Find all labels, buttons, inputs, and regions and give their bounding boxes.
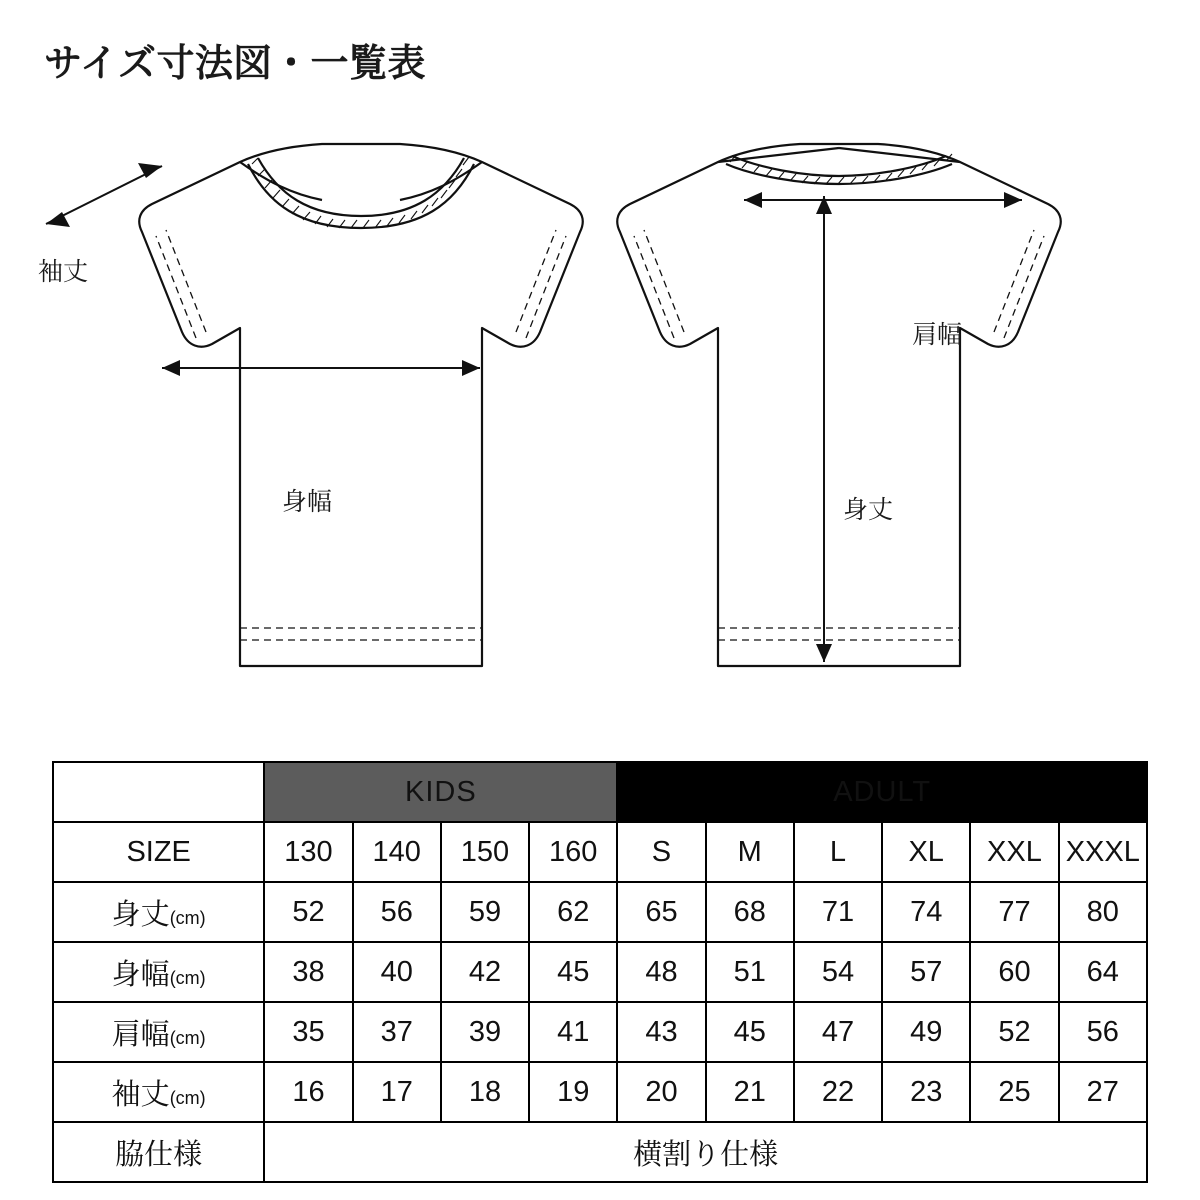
table-size-header-row [53, 822, 1147, 882]
size-table [52, 761, 1148, 1183]
tshirt-svg [0, 100, 1200, 720]
cell-body-length-xl: 74 [882, 882, 970, 942]
cell-body-length-130: 52 [264, 882, 352, 942]
row-label-sleeve-length: 袖丈(cm) [53, 1062, 264, 1122]
cell-sleeve-length-130: 16 [264, 1062, 352, 1122]
cell-sleeve-length-m: 21 [706, 1062, 794, 1122]
cell-body-length-xxl: 77 [970, 882, 1058, 942]
cell-body-length-150: 59 [441, 882, 529, 942]
table-row-body-width [53, 942, 1147, 1002]
cell-shoulder-width-xxl: 52 [970, 1002, 1058, 1062]
body-width-dimension [162, 350, 480, 386]
cell-body-width-140: 40 [353, 942, 441, 1002]
table-row-side-spec [53, 1122, 1147, 1182]
cell-sleeve-length-xl: 23 [882, 1062, 970, 1122]
back-tshirt-outline [617, 144, 1061, 666]
cell-body-width-xl: 57 [882, 942, 970, 1002]
size-header-160: 160 [529, 822, 617, 882]
cell-body-length-160: 62 [529, 882, 617, 942]
cell-shoulder-width-l: 47 [794, 1002, 882, 1062]
size-header-m: M [706, 822, 794, 882]
group-header-kids: KIDS [264, 762, 617, 822]
table-group-row [53, 762, 1147, 822]
tshirt-diagram [0, 100, 1200, 720]
cell-sleeve-length-150: 18 [441, 1062, 529, 1122]
row-label-body-length: 身丈(cm) [53, 882, 264, 942]
body-length-dimension [816, 196, 832, 662]
cell-body-length-140: 56 [353, 882, 441, 942]
shoulder-width-dimension [744, 192, 1022, 208]
cell-sleeve-length-140: 17 [353, 1062, 441, 1122]
cell-shoulder-width-xxxl: 56 [1059, 1002, 1147, 1062]
size-header-l: L [794, 822, 882, 882]
cell-shoulder-width-s: 43 [617, 1002, 705, 1062]
size-header-150: 150 [441, 822, 529, 882]
table-row-body-length [53, 882, 1147, 942]
cell-shoulder-width-140: 37 [353, 1002, 441, 1062]
cell-shoulder-width-130: 35 [264, 1002, 352, 1062]
cell-shoulder-width-xl: 49 [882, 1002, 970, 1062]
cell-body-width-xxl: 60 [970, 942, 1058, 1002]
size-header-xxxl: XXXL [1059, 822, 1147, 882]
cell-side-spec-value: 横割り仕様 [264, 1122, 1147, 1182]
size-header-130: 130 [264, 822, 352, 882]
cell-sleeve-length-xxxl: 27 [1059, 1062, 1147, 1122]
cell-shoulder-width-160: 41 [529, 1002, 617, 1062]
sleeve-length-dimension [46, 163, 162, 227]
size-header-xxl: XXL [970, 822, 1058, 882]
cell-body-length-l: 71 [794, 882, 882, 942]
cell-body-width-s: 48 [617, 942, 705, 1002]
body-length-label: 身丈 [843, 496, 894, 524]
cell-body-width-l: 54 [794, 942, 882, 1002]
front-tshirt-outline [139, 144, 583, 666]
table-row-sleeve-length [53, 1062, 1147, 1122]
size-header-xl: XL [882, 822, 970, 882]
body-width-label: 身幅 [282, 488, 333, 516]
cell-body-width-160: 45 [529, 942, 617, 1002]
size-header-label: SIZE [53, 822, 264, 882]
row-label-side-spec: 脇仕様 [53, 1122, 264, 1182]
cell-body-width-xxxl: 64 [1059, 942, 1147, 1002]
cell-sleeve-length-s: 20 [617, 1062, 705, 1122]
cell-body-width-150: 42 [441, 942, 529, 1002]
cell-sleeve-length-160: 19 [529, 1062, 617, 1122]
cell-shoulder-width-150: 39 [441, 1002, 529, 1062]
row-label-shoulder-width: 肩幅(cm) [53, 1002, 264, 1062]
front-collar [248, 157, 474, 228]
cell-sleeve-length-xxl: 25 [970, 1062, 1058, 1122]
back-collar [726, 154, 952, 184]
cell-body-width-m: 51 [706, 942, 794, 1002]
size-header-s: S [617, 822, 705, 882]
cell-shoulder-width-m: 45 [706, 1002, 794, 1062]
table-row-shoulder-width [53, 1002, 1147, 1062]
sleeve-length-label: 袖丈 [38, 258, 89, 286]
group-row-blank [53, 762, 264, 822]
page-title: サイズ寸法図・一覧表 [44, 43, 426, 85]
row-label-body-width: 身幅(cm) [53, 942, 264, 1002]
cell-body-width-130: 38 [264, 942, 352, 1002]
cell-sleeve-length-l: 22 [794, 1062, 882, 1122]
shoulder-width-label: 肩幅 [912, 321, 963, 349]
cell-body-length-s: 65 [617, 882, 705, 942]
cell-body-length-m: 68 [706, 882, 794, 942]
cell-body-length-xxxl: 80 [1059, 882, 1147, 942]
size-header-140: 140 [353, 822, 441, 882]
group-header-adult: ADULT [617, 762, 1147, 822]
